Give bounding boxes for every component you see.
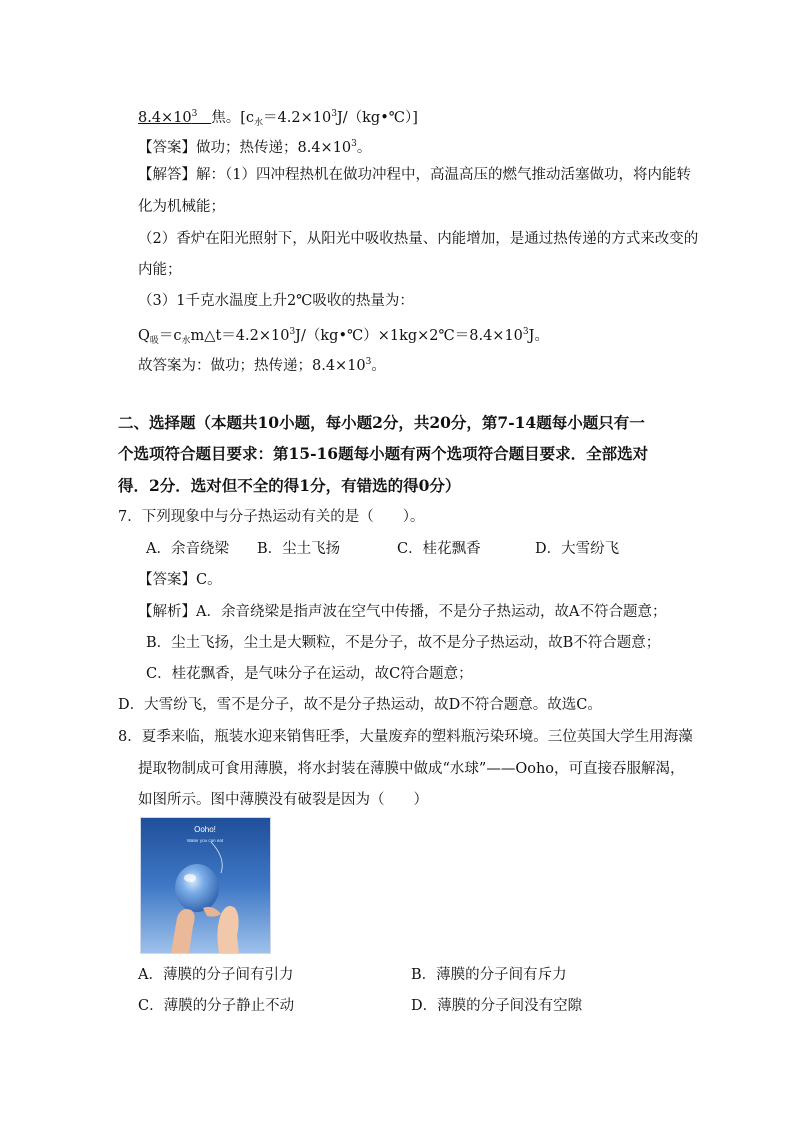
q7-option-c: C．桂花飘香: [397, 541, 481, 557]
question-8-stem-line-2: 提取物制成可食用薄膜，将水封装在薄膜中做成“水球”——Ooho，可直接吞服解渴，: [138, 761, 685, 777]
q7-answer: 【答案】C。: [138, 572, 222, 588]
analysis-line-3: （3）1千克水温度上升2℃吸收的热量为：: [138, 293, 414, 309]
photo-caption: Water you can eat: [186, 838, 224, 843]
question-7-stem: 7．下列现象中与分子热运动有关的是（ ）。: [118, 509, 425, 525]
q8-option-a: A．薄膜的分子间有引力: [138, 967, 294, 983]
question-8-stem-line-3: 如图所示。图中薄膜没有破裂是因为（ ）: [138, 792, 428, 808]
q7-analysis-line-4: D．大雪纷飞，雪不是分子，故不是分子热运动，故D不符合题意。故选C。: [118, 697, 602, 713]
q8-option-c: C．薄膜的分子静止不动: [138, 998, 295, 1014]
q7-option-a: A．余音绕梁: [146, 541, 229, 557]
q8-option-d: D．薄膜的分子间没有空隙: [411, 998, 583, 1014]
question-8-stem-line-1: 8．夏季来临，瓶装水迎来销售旺季，大量废弃的塑料瓶污染环境。三位英国大学生用海藻: [118, 729, 693, 745]
q7-option-d: D．大雪纷飞: [535, 541, 620, 557]
analysis-line-2: （2）香炉在阳光照射下，从阳光中吸收热量、内能增加，是通过热传递的方式来改变的: [138, 231, 699, 247]
section-heading-line-2: 个选项符合题目要求：第15-16题每小题有两个选项符合题目要求．全部选对: [118, 444, 649, 463]
final-answer-line: 故答案为：做功；热传递；$8.4\times 10^3$。: [138, 357, 386, 374]
section-heading-line-1: 二、选择题（本题共10小题，每小题2分，共20分，第7-14题每小题只有一: [118, 413, 645, 432]
q7-analysis-line-2: B．尘土飞扬，尘土是大颗粒，不是分子，故不是分子热运动，故B不符合题意；: [146, 635, 661, 651]
q8-option-b: B．薄膜的分子间有斥力: [411, 967, 567, 983]
q7-option-b: B．尘土飞扬: [257, 541, 341, 557]
ooho-water-ball-photo: [140, 817, 271, 954]
answer-line: 【答案】做功；热传递；$8.4\times 10^3$。: [138, 139, 372, 156]
q7-analysis-line-3: C．桂花飘香，是气味分子在运动，故C符合题意；: [146, 666, 473, 682]
analysis-line-1b: 化为机械能；: [138, 199, 225, 215]
analysis-line-1: 【解答】解：（1）四冲程热机在做功冲程中，高温高压的燃气推动活塞做功，将内能转: [138, 167, 691, 183]
formula-line: $Q_吸=c_水m\triangle t=4.2\times 10^3J/(kg•℃)\times 1kg\times 2℃=8.4\times 10^3J$。: [138, 327, 549, 346]
fill-in-answer-line: $8.4\times 10^3$ 焦。$[c_水=4.2\times 10^3J/(kg•℃)]$: [138, 109, 418, 128]
analysis-line-2b: 内能；: [138, 262, 182, 278]
q7-analysis-line-1: 【解析】A．余音绕梁是指声波在空气中传播，不是分子热运动，故A不符合题意；: [138, 604, 667, 620]
section-heading-line-3: 得．2分．选对但不全的得1分，有错选的得0分）: [118, 476, 461, 495]
photo-title: Ooho!: [194, 825, 216, 834]
